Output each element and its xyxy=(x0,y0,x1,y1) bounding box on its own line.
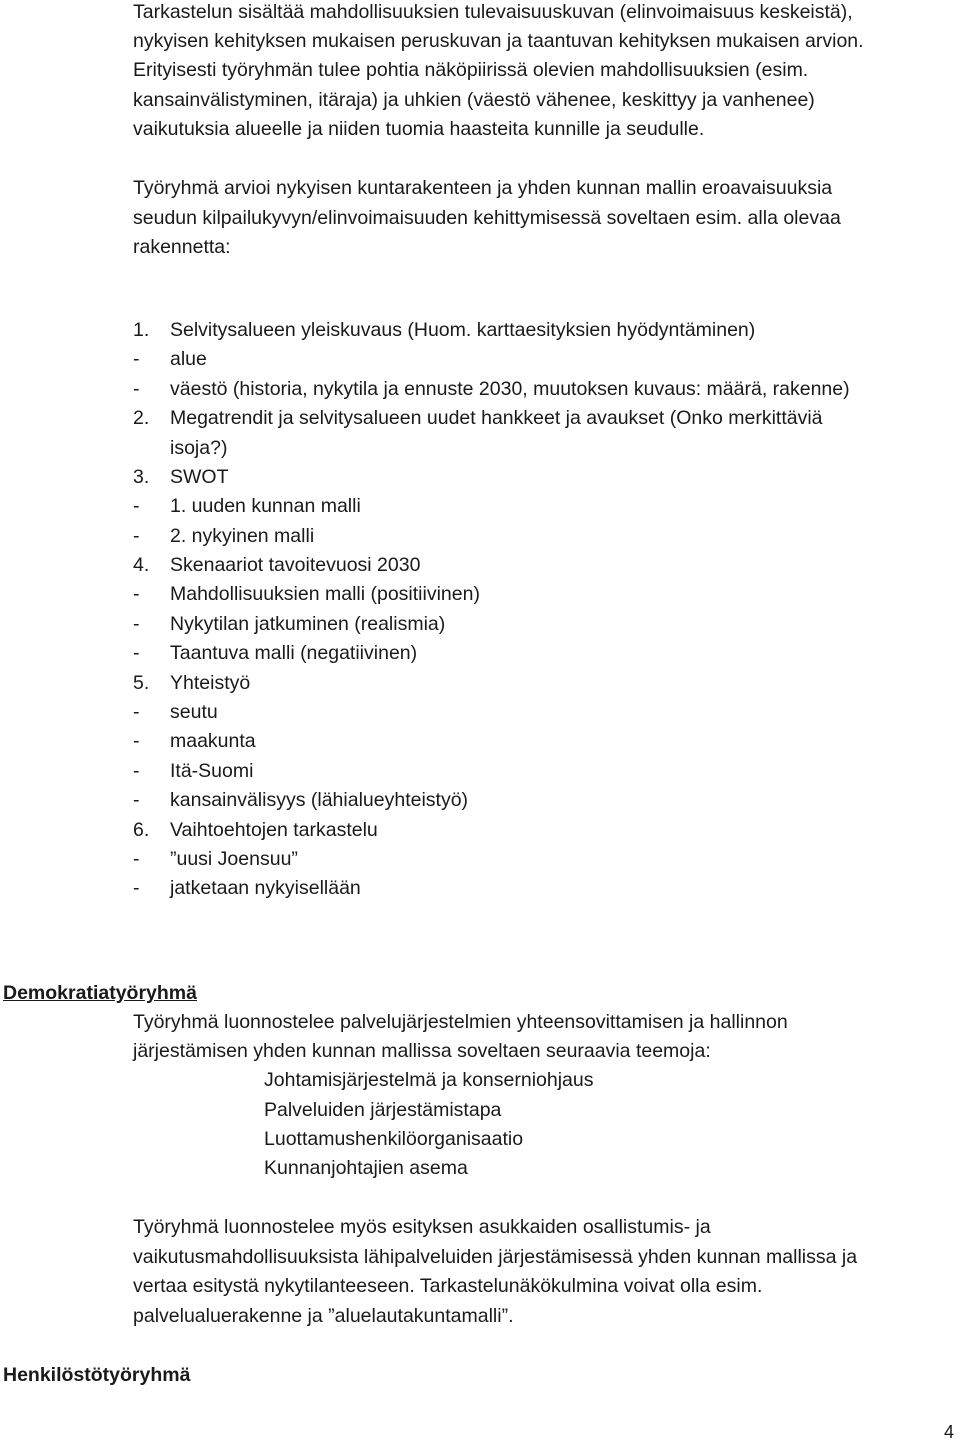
list-marker: 3. xyxy=(133,466,150,488)
list-marker: - xyxy=(133,877,140,899)
list-marker: - xyxy=(133,348,140,370)
list-text: Nykytilan jatkuminen (realismia) xyxy=(170,613,446,635)
list-marker: - xyxy=(133,848,140,870)
list-text: Selvitysalueen yleiskuvaus (Huom. karttaesityksien hyödyntäminen) xyxy=(170,319,756,341)
demokratia-para-line-1: Työryhmä luonnostelee myös esityksen asukkaiden osallistumis- ja xyxy=(133,1216,711,1238)
list-marker: 2. xyxy=(133,407,150,429)
demokratia-para-line-2: vaikutusmahdollisuuksista lähipalveluiden järjestämisessä yhden kunnan mallissa ja xyxy=(133,1246,858,1268)
intro-line-1: Tarkastelun sisältää mahdollisuuksien tulevaisuuskuvan (elinvoimaisuus keskeistä), xyxy=(133,1,853,23)
list-text: Mahdollisuuksien malli (positiivinen) xyxy=(170,583,480,605)
page-number: 4 xyxy=(943,1422,954,1442)
list-marker: 4. xyxy=(133,554,150,576)
list-text: alue xyxy=(170,348,207,370)
list-text: Yhteistyö xyxy=(170,672,251,694)
list-text: 1. uuden kunnan malli xyxy=(170,495,361,517)
demokratia-intro-line-1: Työryhmä luonnostelee palvelujärjestelmien yhteensovittamisen ja hallinnon xyxy=(133,1011,788,1033)
intro-line-5: vaikutuksia alueelle ja niiden tuomia haasteita kunnille ja seudulle. xyxy=(133,118,705,140)
list-marker: 6. xyxy=(133,819,150,841)
list-marker: - xyxy=(133,730,140,752)
theme-item: Johtamisjärjestelmä ja konserniohjaus xyxy=(264,1069,594,1091)
list-text: Taantuva malli (negatiivinen) xyxy=(170,642,418,664)
list-text: Vaihtoehtojen tarkastelu xyxy=(170,819,378,841)
theme-item: Luottamushenkilöorganisaatio xyxy=(264,1128,524,1150)
list-marker: - xyxy=(133,583,140,605)
list-text: väestö (historia, nykytila ja ennuste 2030, muutoksen kuvaus: määrä, rakenne) xyxy=(170,378,850,400)
demokratia-para-line-3: vertaa esitystä nykytilanteeseen. Tarkastelunäkökulmina voivat olla esim. xyxy=(133,1275,763,1297)
section-heading-demokratia: Demokratiatyöryhmä xyxy=(3,982,197,1004)
intro-line-2: nykyisen kehityksen mukaisen peruskuvan ja taantuvan kehityksen mukaisen arvion. xyxy=(133,30,864,52)
list-marker: 5. xyxy=(133,672,150,694)
list-text: ”uusi Joensuu” xyxy=(170,848,298,870)
list-marker: - xyxy=(133,760,140,782)
list-marker: 1. xyxy=(133,319,150,341)
list-text: isoja?) xyxy=(170,437,228,459)
list-text: SWOT xyxy=(170,466,229,488)
list-marker: - xyxy=(133,378,140,400)
list-text: seutu xyxy=(170,701,218,723)
list-text: Itä-Suomi xyxy=(170,760,254,782)
demokratia-para-line-4: palvelualuerakenne ja ”aluelautakuntamalli”. xyxy=(133,1305,514,1327)
list-marker: - xyxy=(133,525,140,547)
theme-item: Kunnanjohtajien asema xyxy=(264,1157,468,1179)
intro-line-3: Erityisesti työryhmän tulee pohtia näköpiirissä olevien mahdollisuuksien (esim. xyxy=(133,59,809,81)
list-text: 2. nykyinen malli xyxy=(170,525,315,547)
list-text: maakunta xyxy=(170,730,256,752)
list-marker: - xyxy=(133,613,140,635)
list-text: Megatrendit ja selvitysalueen uudet hankkeet ja avaukset (Onko merkittäviä xyxy=(170,407,823,429)
list-text: jatketaan nykyisellään xyxy=(170,877,361,899)
para2-line-1: Työryhmä arvioi nykyisen kuntarakenteen ja yhden kunnan mallin eroavaisuuksia xyxy=(133,177,833,199)
list-marker: - xyxy=(133,789,140,811)
list-marker: - xyxy=(133,642,140,664)
theme-item: Palveluiden järjestämistapa xyxy=(264,1099,502,1121)
demokratia-intro-line-2: järjestämisen yhden kunnan mallissa soveltaen seuraavia teemoja: xyxy=(133,1040,711,1062)
list-marker: - xyxy=(133,701,140,723)
para2-line-2: seudun kilpailukyvyn/elinvoimaisuuden kehittymisessä soveltaen esim. alla olevaa xyxy=(133,207,841,229)
list-marker: - xyxy=(133,495,140,517)
list-text: kansainvälisyys (lähialueyhteistyö) xyxy=(170,789,469,811)
intro-line-4: kansainvälistyminen, itäraja) ja uhkien (väestö vähenee, keskittyy ja vanhenee) xyxy=(133,89,815,111)
section-heading-henkilosto: Henkilöstötyöryhmä xyxy=(3,1364,191,1386)
list-text: Skenaariot tavoitevuosi 2030 xyxy=(170,554,421,576)
para2-line-3: rakennetta: xyxy=(133,236,231,258)
